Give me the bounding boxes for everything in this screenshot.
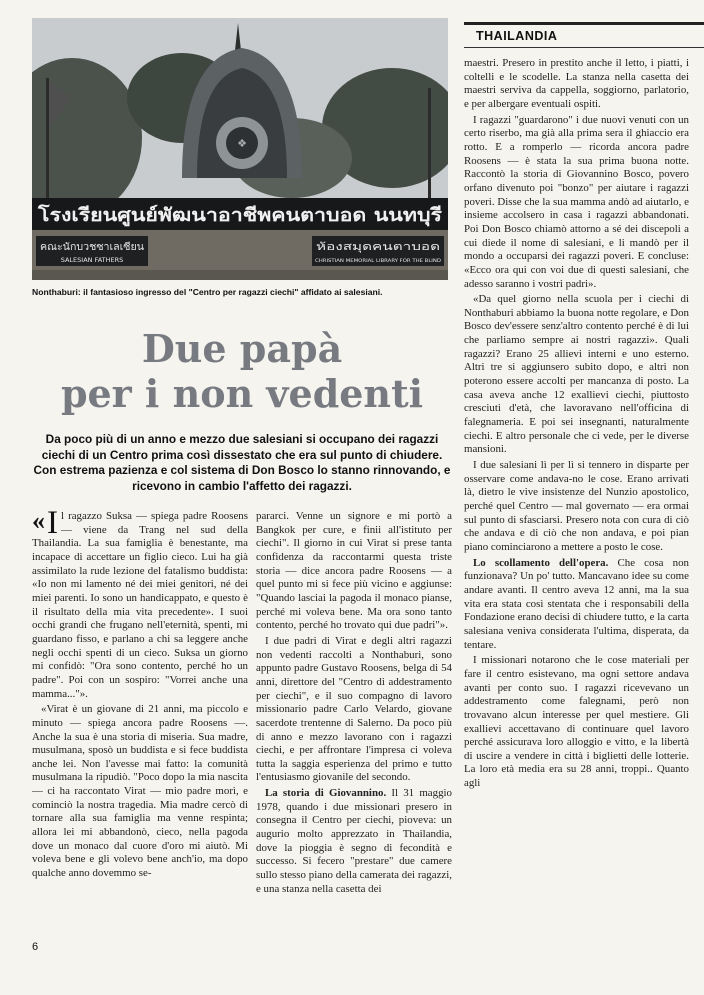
page-number: 6 — [32, 941, 39, 953]
open-quote-mark: « — [32, 506, 45, 535]
title-line-2: per i non vedenti — [60, 371, 424, 416]
section-tag: THAILANDIA — [476, 29, 558, 43]
paragraph-text: l ragazzo Suksa — spiega padre Roosens — viene da Trang nel sud della Thailandia. La sua famiglia è benestante, ma incapace di accettare un figlio cieco. Lui ha già assimilato la rude lezione del fatalismo buddista: «Io non mi lamento né dei miei genitori, né dei miei parenti. Io sono un handicappato, e questo è il risultato della mia vita precedente». I suoi occhi grandi che frugano nell'eternità, spenti, mi guardano fisso, e parlano a chi sa leggere anche negli occhi spenti di un cieco. Suksa un giorno mi confidò: "Ora sono contento, perché ho un padre". Poi con un sospiro: "Vorrei anche una mamma..."». — [32, 510, 248, 700]
entrance-photo-illustration — [32, 18, 448, 280]
paragraph: maestri. Presero in prestito anche il letto, i piatti, i coltelli e le scodelle. La stanza nella casetta dei maestri serviva da cappella, soggiorno, parlatorio, e per albergare eventuali ospiti. — [464, 57, 689, 110]
section-header — [464, 22, 704, 53]
photo-sign-right-thai: ห้องสมุดคนตาบอด — [316, 242, 398, 253]
text-column-1 — [32, 505, 248, 881]
title-line-1: Due papà — [141, 326, 343, 371]
paragraph: I ragazzi "guardarono" i due nuovi venuti con un certo riserbo, ma già alla prima sera il ghiaccio era rotto. E a romperlo — ricorda ancora padre Roosens — è stata la sua prima buona notte. Raccontò la storia di Giovannino Bosco, povero orfano divenuto poi "bonzo" per aiutare i ragazzi poveri. Disse che la sua mamma andò ad aiutarlo, e insieme accolsero in casa i ragazzi abbandonati. Poi Don Bosco chiamò attorno a sé dei discepoli a cui diede il nome di salesiani, e li mandò per il mondo a occuparsi dei ragazzi poveri. E concluse: «Ecco ora qui con voi due di questi salesiani, che adesso saranno i vostri padri». — [464, 113, 689, 290]
photo-caption: Nonthaburi: il fantasioso ingresso del "Centro per ragazzi ciechi" affidato ai salesiani. — [32, 287, 383, 297]
section-rule — [464, 47, 704, 48]
paragraph — [32, 505, 248, 701]
paragraph: I due padri di Virat e degli altri ragazzi non vedenti raccolti a Nonthaburi, sono appunto padre Gustavo Roosens, belga di 54 anni, direttore del "Centro di addestramento per ciechi", e il suo compagno di lavoro missionario padre Carlo Velardo, giovane sacerdote trentenne di Salerno. Da poco più di anno e mezzo lavorano con i ragazzi ciechi, e per affrontare l'impresa ci voleva tutta la saggia esperienza del primo e tutto l'entusiasmo giovanile del secondo. — [256, 634, 452, 784]
paragraph — [464, 557, 689, 653]
photo-sign-left-thai: คณะนักบวชซาเลเซียน — [40, 242, 138, 253]
svg-text:❖: ❖ — [237, 137, 247, 150]
paragraph-text: Il 31 maggio 1978, quando i due missionari presero in consegna il Centro per ciechi, pioveva: un augurio molto apprezzato in Thailandia, dove la pioggia è segno di fecondità e successo. Si fecero "prestare" due camere sullo stesso piano della camerata dei ragazzi, e una stanza nella casetta dei — [256, 787, 452, 895]
article-title — [32, 326, 452, 416]
article-lead: Da poco più di un anno e mezzo due salesiani si occupano dei ragazzi ciechi di un Centro prima così dissestato che era sul punto di chiudere. Con estrema pazienza e col sistema di Don Bosco lo stanno rinnovando, e ricevono in cambio l'affetto dei ragazzi. — [33, 432, 451, 493]
paragraph: «Da quel giorno nella scuola per i ciechi di Nonthaburi abbiamo la buona notte regolare, e Don Bosco dev'essere senz'altro contento perché è di lui che parliamo sempre ai nostri ragazzi». Quali ragazzi? Erano 25 allievi interni e uno esterno. Altri tre si aggiunsero subito dopo, e altri non poterono essere accolti per mancanza di posto. La casa aveva anche 12 exallievi ciechi, piuttosto cresciuti d'età, che lavoravano nell'officina di falegnameria. E poi sei insegnanti, naturalmente ciechi. E altro personale che ci vede, per le diverse mansioni. — [464, 293, 689, 456]
photo-sign-thai: โรงเรียนศูนย์พัฒนาอาชีพคนตาบอด นนทบุรี — [38, 205, 379, 226]
paragraph-text: Che cosa non funzionava? Un po' tutto. Mancavano idee su come andare avanti. Il centro aveva 12 anni, ma la sua vita era stata così stentata che i responsabili della Fondazione erano decisi di chiudere tutto, e la carta salesiana veniva considerata l'ultima, disperata, da tentare. — [464, 556, 689, 651]
text-column-2 — [256, 510, 452, 896]
photo-sign-left-latin: SALESIAN FATHERS — [60, 256, 124, 264]
subheading: Lo scollamento dell'opera. — [473, 556, 609, 569]
text-column-3 — [464, 57, 689, 791]
subheading: La storia di Giovannino. — [265, 787, 387, 800]
paragraph: I missionari notarono che le cose materiali per fare il centro esistevano, ma ogni settore andava avanti per conto suo. I ragazzi ricevevano un addestramento come falegnami, però non trovavano alcun interesse per quel mestiere. Gli exallievi accettavano di continuare quel lavoro perché assicurava loro alloggio e vitto, e la libertà di uscire a vendere in città i biglietti delle lotterie. La loro età media era su 28 anni, troppi.. Quanto agli — [464, 654, 689, 790]
paragraph — [256, 787, 452, 896]
photo-sign-right-latin: CHRISTIAN MEMORIAL LIBRARY FOR THE BLIND — [315, 259, 424, 264]
entrance-photo — [32, 18, 448, 280]
paragraph: «Virat è un giovane di 21 anni, ma piccolo e minuto — spiega ancora padre Roosens —. Anche la sua è una storia di miseria. Sua madre, musulmana, sposò un buddista e si fece buddista anche lei. Non l'avesse mai fatto: la comunità musulmana la ripudiò. "Poco dopo la mia nascita — ci ha raccontato Virat — mio padre morì, e cominciò la nostra tragedia. Mia madre cercò di tornare alla sua famiglia ma venne respinta; allora lei mi abbandonò, cieco, nella pagoda dove un monaco dal cuore d'oro mi aiutò. Mi voleva bene e gli volevo bene anch'io, ma dopo qualche anno dovemmo se- — [32, 703, 248, 880]
paragraph: pararci. Venne un signore e mi portò a Bangkok per cure, e finii all'istituto per ciechi". Il giorno in cui Virat si prese tanta confidenza da raccontarmi questa triste storia — dice ancora padre Roosens — a quel punto mi si fece più vicino e aggiunse: "Quando lasciai la pagoda il monaco pianse, perché mi voleva bene. Ma ora sono tanto contento, perché ho trovato qui due padri"». — [256, 510, 452, 632]
drop-cap: I — [47, 505, 58, 541]
paragraph: I due salesiani lì per lì si tennero in disparte per osservare come andava-no le cose. Erano arrivati là, dietro le vive insistenze del Nunzio apostolico, perché quel Centro — mal governato — era ormai sul punto di sfasciarsi. Presero nota con cura di ciò che andava e di ciò che non andava, e poi pian piano cominciarono a mettere a posto le cose. — [464, 459, 689, 553]
